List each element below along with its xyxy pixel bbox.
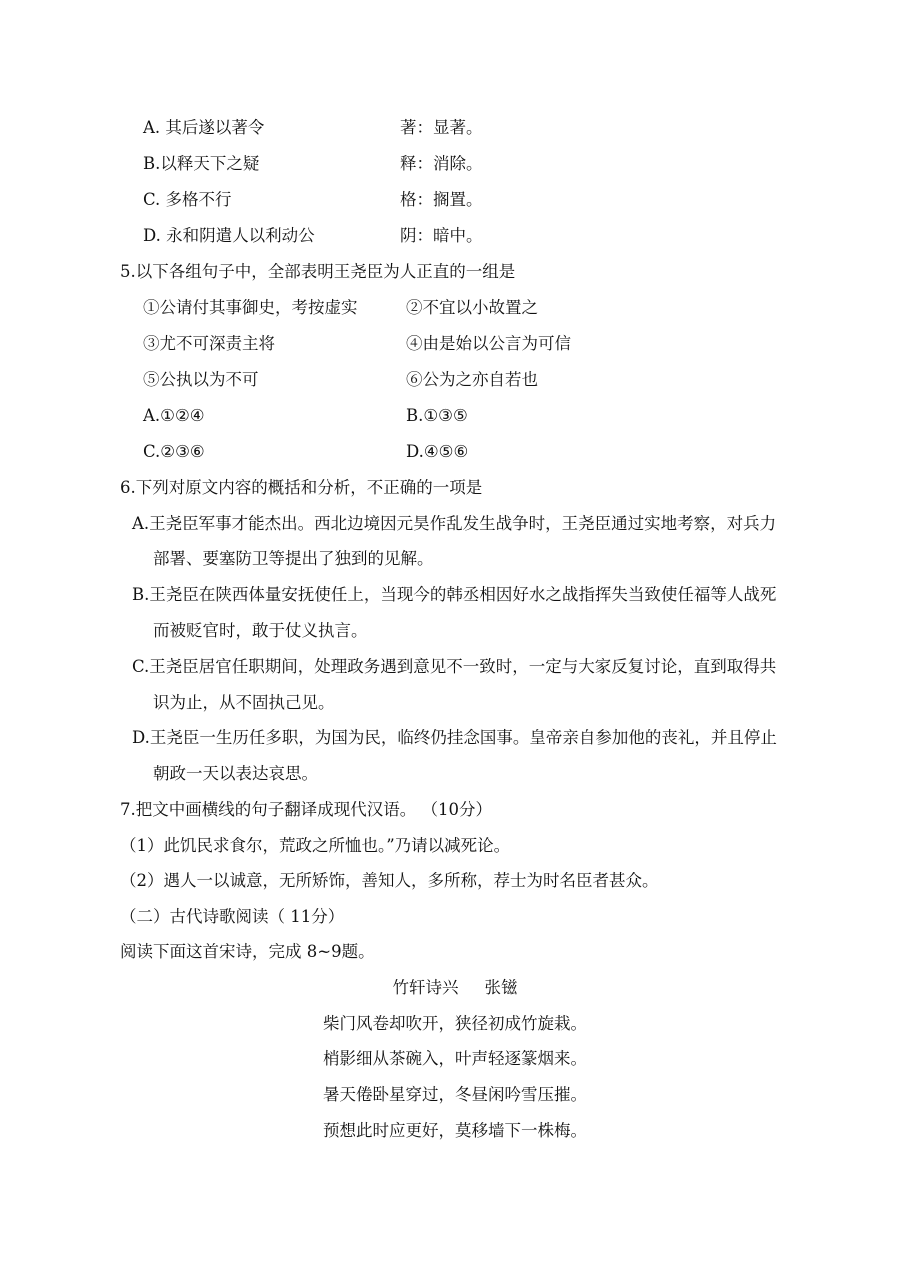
q5-sentence-5: ⑤公执以为不可 (143, 370, 259, 389)
q5-sentence-3: ③尤不可深责主将 (143, 334, 275, 353)
q5-choice-d: D.④⑤⑥ (406, 442, 469, 461)
q6-option-a: A.王尧臣军事才能杰出。西北边境因元昊作乱发生战争时，王尧臣通过实地考察，对兵力 (132, 514, 777, 533)
q4-option-d-gloss: 阴：暗中。 (400, 226, 483, 245)
q4-option-c-gloss: 格：搁置。 (400, 190, 483, 209)
q4-option-b-gloss: 释：消除。 (400, 154, 483, 173)
q6-option-d-cont: 朝政一天以表达哀思。 (153, 764, 318, 783)
poem-line: 预想此时应更好，莫移墙下一株梅。 (323, 1121, 587, 1140)
poem-line: 暑天倦卧星穿过，冬昼闲吟雪压摧。 (323, 1085, 587, 1104)
q5-choice-c: C.②③⑥ (143, 442, 205, 461)
q5-sentence-2: ②不宜以小故置之 (406, 298, 538, 317)
q6-stem: 6.下列对原文内容的概括和分析，不正确的一项是 (120, 478, 483, 497)
q5-sentence-6: ⑥公为之亦自若也 (406, 370, 538, 389)
section-heading: （二）古代诗歌阅读（ 11分） (120, 907, 345, 926)
section-intro: 阅读下面这首宋诗，完成 8~9题。 (120, 942, 375, 961)
q5-sentence-1: ①公请付其事御史，考按虚实 (143, 298, 358, 317)
poem-line: 梢影细从茶碗入，叶声轻逐篆烟来。 (323, 1049, 587, 1068)
q6-option-c: C.王尧臣居官任职期间，处理政务遇到意见不一致时，一定与大家反复讨论，直到取得共 (132, 657, 777, 676)
q5-stem: 5.以下各组句子中，全部表明王尧臣为人正直的一组是 (120, 262, 516, 281)
q6-option-a-cont: 部署、要塞防卫等提出了独到的见解。 (153, 549, 434, 568)
q5-choice-a: A.①②④ (143, 406, 205, 425)
q7-item-2: （2）遇人一以诚意，无所矫饰，善知人，多所称，荐士为时名臣者甚众。 (120, 871, 659, 890)
q4-option-a: A. 其后遂以著令 (143, 118, 265, 137)
q4-option-d: D. 永和阴遣人以利动公 (143, 226, 315, 245)
q6-option-c-cont: 识为止，从不固执己见。 (153, 693, 335, 712)
q4-option-a-gloss: 著：显著。 (400, 118, 483, 137)
q6-option-b-cont: 而被贬官时，敢于仗义执言。 (153, 621, 368, 640)
poem-line: 柴门风卷却吹开，狭径初成竹旋栽。 (323, 1014, 587, 1033)
q7-stem: 7.把文中画横线的句子翻译成现代汉语。 （10分） (120, 800, 492, 819)
q5-sentence-4: ④由是始以公言为可信 (406, 334, 571, 353)
q4-option-b: B.以释天下之疑 (143, 154, 260, 173)
poem-author: 张镃 (484, 978, 518, 997)
q7-item-1: （1）此饥民求食尔，荒政之所恤也。”乃请以减死论。 (120, 836, 511, 855)
q6-option-b: B.王尧臣在陕西体量安抚使任上，当现今的韩丞相因好水之战指挥失当致使任福等人战死 (132, 585, 777, 604)
poem-heading (0, 978, 910, 998)
q6-option-d: D.王尧臣一生历任多职，为国为民，临终仍挂念国事。皇帝亲自参加他的丧礼，并且停止 (132, 728, 777, 747)
q4-option-c: C. 多格不行 (143, 190, 232, 209)
poem-title: 竹轩诗兴 (392, 978, 459, 997)
q5-choice-b: B.①③⑤ (406, 406, 468, 425)
